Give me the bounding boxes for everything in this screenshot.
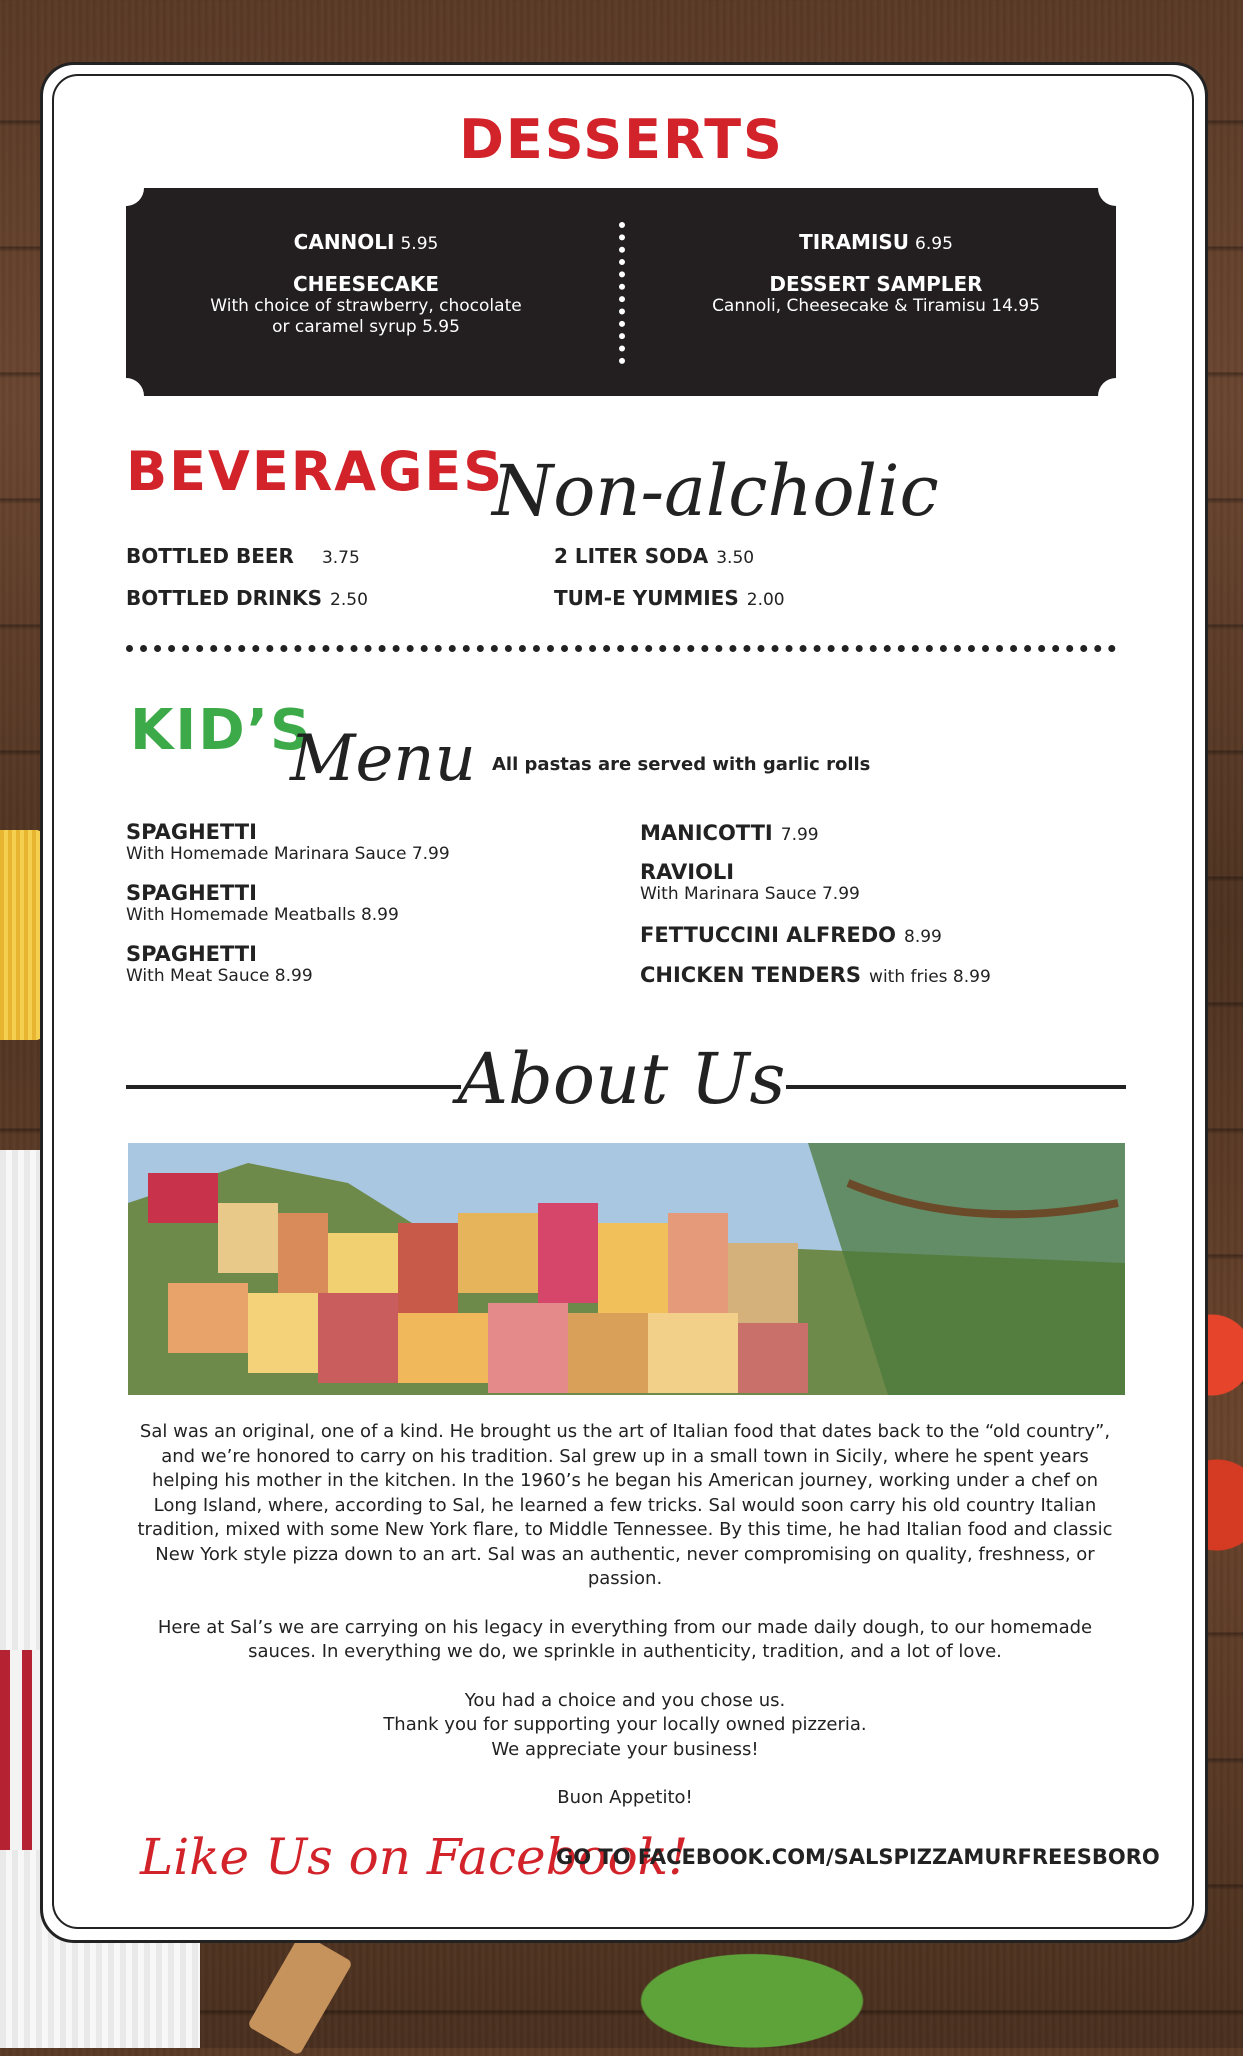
beverage-price: 2.50 [330,590,368,610]
desserts-box [126,188,1116,396]
beverage-item [126,586,368,610]
dessert-item [126,230,606,254]
corner-notch [1098,378,1134,414]
about-title: About Us [457,1038,786,1120]
kids-item-name: MANICOTTI [640,821,773,845]
kids-item [640,860,860,904]
corner-notch [108,170,144,206]
kids-item-description: With Marinara Sauce 7.99 [640,884,860,904]
kids-item-price: 7.99 [780,825,819,845]
dessert-price: 6.95 [915,234,953,254]
about-rule-right [786,1085,1126,1089]
kids-item-name: SPAGHETTI [126,881,257,905]
kids-item-description: With Meat Sauce 8.99 [126,966,313,986]
desserts-left-column [126,230,606,356]
dessert-price: 5.95 [400,234,439,254]
dotted-divider [619,222,625,364]
beverages-title: BEVERAGES [126,440,505,503]
beverage-name: 2 LITER SODA [554,544,709,568]
kids-item [126,881,399,925]
dotted-separator [126,645,1116,652]
beverages-subtitle: Non-alcholic [492,450,939,532]
kids-item-price: 8.99 [904,927,942,947]
kids-item-name: FETTUCCINI ALFREDO [640,923,896,947]
beverage-item [554,544,754,568]
dessert-item [126,272,606,338]
village-photo [128,1143,1125,1395]
dessert-name: CANNOLI [293,230,395,254]
dessert-item [636,272,1116,317]
corner-notch [108,378,144,414]
kids-item-name: CHICKEN TENDERS [640,963,862,987]
dessert-name: CHEESECAKE [292,272,440,296]
beverage-price: 3.50 [716,548,755,568]
kids-item [640,923,942,947]
beverage-name: BOTTLED DRINKS [126,586,323,610]
about-paragraph: You had a choice and you chose us. Thank you for supporting your locally owned pizzeria. We appreciate your business! [383,1689,867,1760]
basil-decoration [640,1930,920,2048]
kids-item-description: With Homemade Meatballs 8.99 [126,905,399,925]
beverage-item [554,586,785,610]
dessert-item [636,230,1116,254]
spaghetti-decoration [0,830,44,1040]
beverage-name: BOTTLED BEER [126,544,294,568]
kids-title: KID’S [130,698,313,763]
wooden-spoon-decoration [247,1932,353,2056]
kids-item-name: SPAGHETTI [126,942,257,966]
kids-subtitle: Menu [290,722,476,796]
dessert-name: TIRAMISU [799,230,910,254]
kids-item-price: with fries 8.99 [869,967,991,987]
dessert-description: Cannoli, Cheesecake & Tiramisu 14.95 [712,296,1040,316]
about-paragraph: Sal was an original, one of a kind. He brought us the art of Italian food that dates back to the “old country”, and we’re honored to carry on his tradition. Sal grew up in a small town in Sicily, where he spent years helping his mother in the kitchen. In the 1960’s he began his American journey, working under a chef on Long Island, where, according to Sal, he learned a few tricks. Sal would soon carry his old country Italian tradition, mixed with some New York flare, to Middle Tennessee. By this time, he had Italian food and classic New York style pizza down to an art. Sal was an authentic, never compromising on quality, freshness, or passion. [137,1421,1113,1589]
beverage-price: 2.00 [746,590,785,610]
facebook-url[interactable]: GO TO FACEBOOK.COM/SALSPIZZAMURFREESBORO [556,1845,1160,1869]
desserts-right-column [636,230,1116,335]
kids-item-description: With Homemade Marinara Sauce 7.99 [126,844,450,864]
about-signoff: Buon Appetito! [557,1787,693,1808]
dessert-name: DESSERT SAMPLER [769,272,983,296]
kids-note: All pastas are served with garlic rolls [492,754,871,775]
about-paragraph: Here at Sal’s we are carrying on his legacy in everything from our made daily dough, to our homemade sauces. In everything we do, we sprinkle in authenticity, tradition, and a lot of love. [157,1616,1093,1662]
kids-item [126,942,313,986]
corner-notch [1098,170,1134,206]
desserts-title: DESSERTS [459,108,784,171]
beverage-name: TUM-E YUMMIES [554,586,739,610]
beverage-item [126,544,360,568]
facebook-callout: Like Us on Facebook! [140,1828,689,1886]
kids-item [126,820,450,864]
kids-item-name: RAVIOLI [640,860,735,884]
dessert-description: With choice of strawberry, chocolate or caramel syrup 5.95 [210,296,522,337]
about-text [130,1420,1120,1835]
beverage-price: 3.75 [321,548,360,568]
kids-item [640,963,991,987]
kids-item [640,821,819,845]
village-illustration [128,1143,1125,1395]
kids-item-name: SPAGHETTI [126,820,257,844]
